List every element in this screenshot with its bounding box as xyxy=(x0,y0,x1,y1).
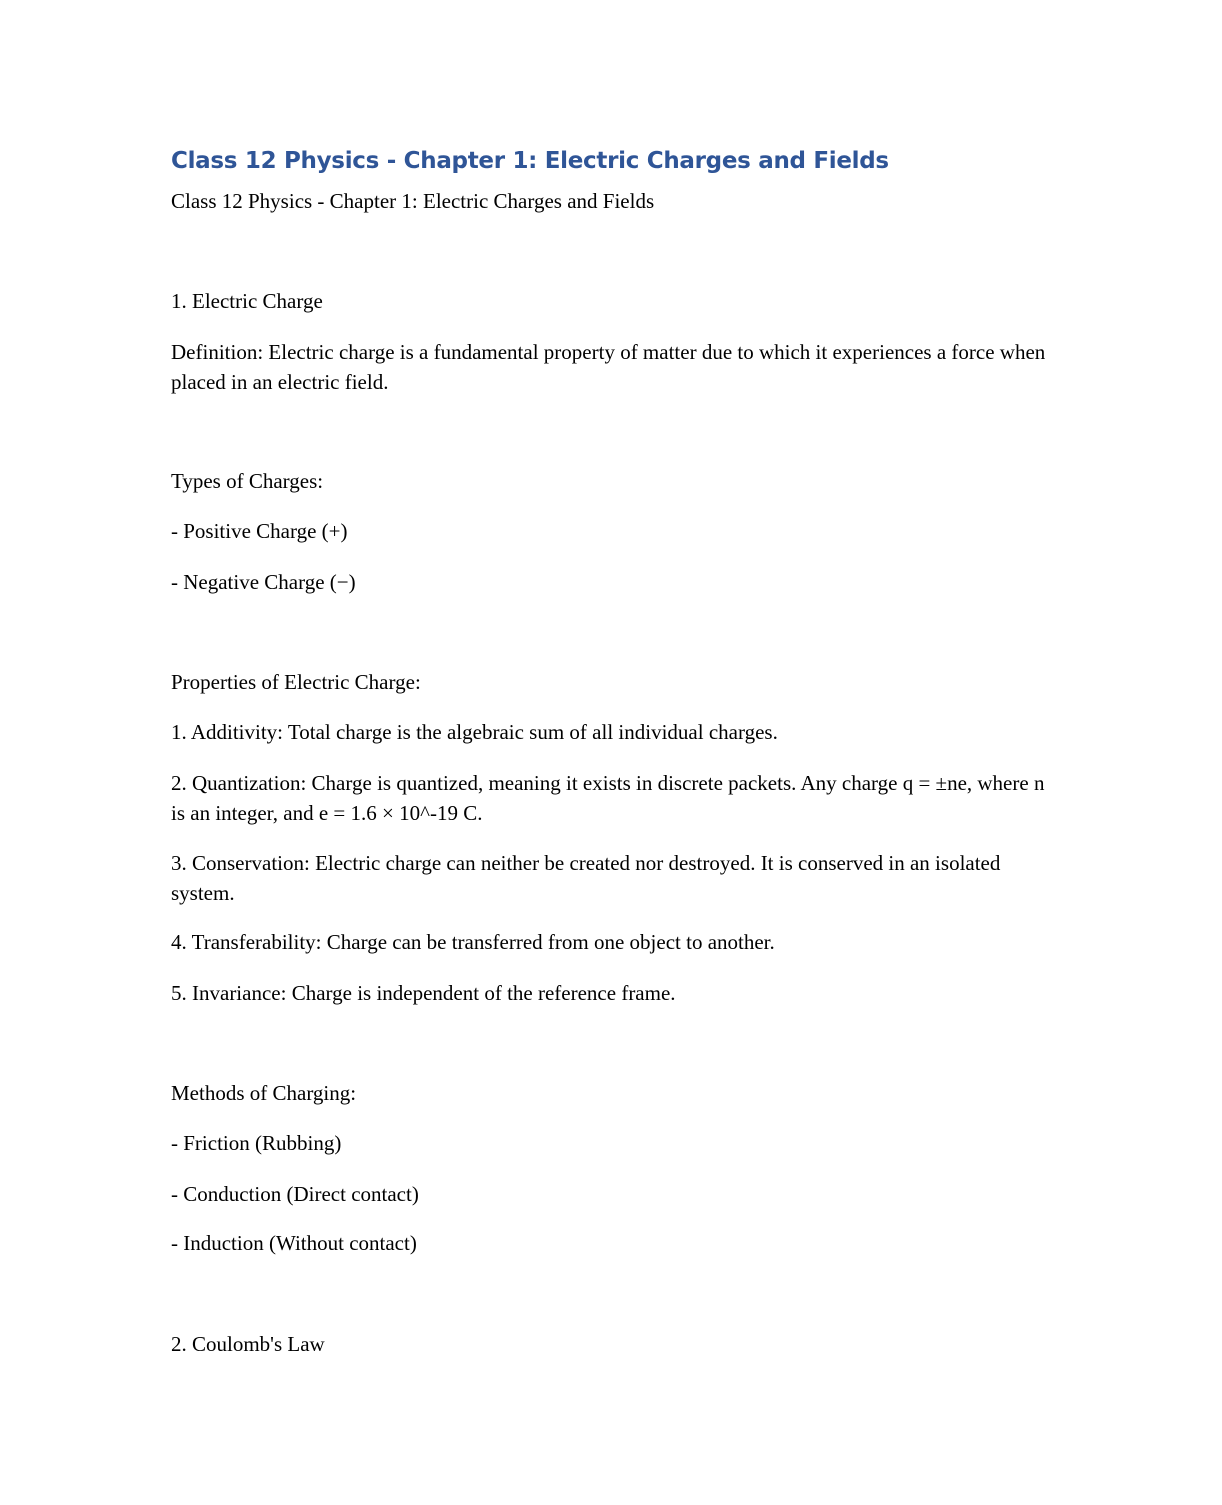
definition-paragraph: Definition: Electric charge is a fundamental property of matter due to which it experiences a force when placed in an electric field. xyxy=(171,340,1046,394)
document-title: Class 12 Physics - Chapter 1: Electric Charges and Fields xyxy=(171,148,889,174)
list-item-positive-charge: - Positive Charge (+) xyxy=(171,519,348,543)
section-heading-coulombs-law: 2. Coulomb's Law xyxy=(171,1332,325,1356)
properties-heading: Properties of Electric Charge: xyxy=(171,670,421,694)
types-heading: Types of Charges: xyxy=(171,469,324,493)
property-transferability: 4. Transferability: Charge can be transferred from one object to another. xyxy=(171,930,775,954)
document-subtitle: Class 12 Physics - Chapter 1: Electric Charges and Fields xyxy=(171,189,655,213)
section-heading-electric-charge: 1. Electric Charge xyxy=(171,289,323,313)
list-item-negative-charge: - Negative Charge (−) xyxy=(171,570,356,594)
methods-heading: Methods of Charging: xyxy=(171,1081,357,1105)
method-friction: - Friction (Rubbing) xyxy=(171,1131,342,1155)
property-invariance: 5. Invariance: Charge is independent of the reference frame. xyxy=(171,981,676,1005)
method-induction: - Induction (Without contact) xyxy=(171,1231,417,1255)
property-conservation: 3. Conservation: Electric charge can neither be created nor destroyed. It is conserved in an isolated system. xyxy=(171,851,1001,905)
property-quantization: 2. Quantization: Charge is quantized, meaning it exists in discrete packets. Any charge q = ±ne, where n is an integer, and e = 1.6 × 10^-19 C. xyxy=(171,771,1045,825)
property-additivity: 1. Additivity: Total charge is the algebraic sum of all individual charges. xyxy=(171,720,778,744)
method-conduction: - Conduction (Direct contact) xyxy=(171,1182,419,1206)
